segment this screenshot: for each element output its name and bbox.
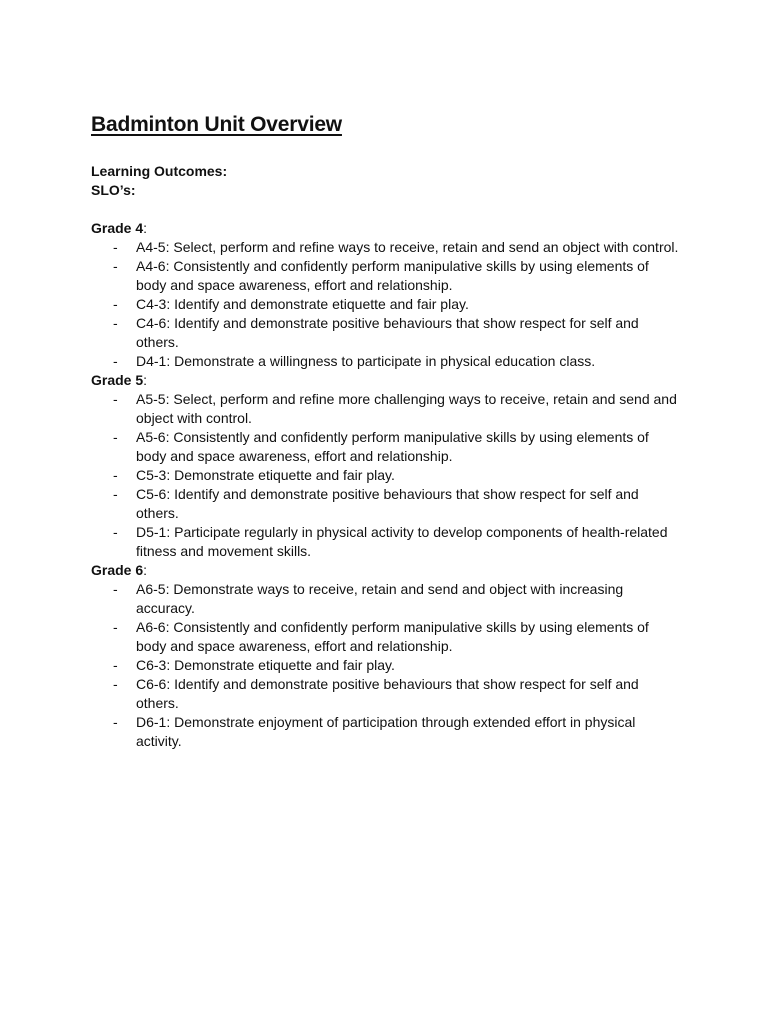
outcome-text: C6-3: Demonstrate etiquette and fair play. (136, 657, 395, 673)
list-item (91, 295, 681, 314)
bullet-dash: - (113, 619, 118, 635)
grade-label: Grade 6 (91, 562, 144, 578)
page-title: Badminton Unit Overview (91, 113, 342, 136)
bullet-dash: - (113, 676, 118, 692)
bullet-dash: - (113, 467, 118, 483)
bullet-dash: - (113, 315, 118, 331)
grade-6-heading (91, 561, 691, 580)
bullet-dash: - (113, 581, 118, 597)
bullet-dash: - (113, 714, 118, 730)
outcome-text: C5-6: Identify and demonstrate positive behaviours that show respect for self and others. (136, 486, 639, 521)
grade-label: Grade 5 (91, 372, 144, 388)
grade-6-outcomes-list (91, 580, 691, 751)
grade-5-heading (91, 371, 691, 390)
bullet-dash: - (113, 524, 118, 540)
list-item (91, 713, 681, 751)
grade-colon: : (143, 562, 148, 578)
bullet-dash: - (113, 391, 118, 407)
outcome-text: D4-1: Demonstrate a willingness to participate in physical education class. (136, 353, 596, 369)
outcome-text: A5-5: Select, perform and refine more challenging ways to receive, retain and send and object with control. (136, 391, 677, 426)
list-item (91, 523, 681, 561)
list-item (91, 580, 681, 618)
bullet-dash: - (113, 353, 118, 369)
grade-colon: : (143, 372, 148, 388)
outcome-text: A4-6: Consistently and confidently perform manipulative skills by using elements of body and space awareness, effort and relationship. (136, 258, 649, 293)
outcome-text: D5-1: Participate regularly in physical activity to develop components of health-related fitness and movement skills. (136, 524, 668, 559)
list-item (91, 314, 681, 352)
list-item (91, 485, 681, 523)
list-item (91, 466, 681, 485)
bullet-dash: - (113, 296, 118, 312)
list-item (91, 390, 681, 428)
outcome-text: A5-6: Consistently and confidently perform manipulative skills by using elements of body and space awareness, effort and relationship. (136, 429, 649, 464)
list-item (91, 238, 681, 257)
outcome-text: C5-3: Demonstrate etiquette and fair play. (136, 467, 395, 483)
outcome-text: A4-5: Select, perform and refine ways to receive, retain and send an object with control. (136, 239, 679, 255)
bullet-dash: - (113, 429, 118, 445)
bullet-dash: - (113, 657, 118, 673)
list-item (91, 428, 681, 466)
list-item (91, 352, 681, 371)
bullet-dash: - (113, 486, 118, 502)
outcome-text: C6-6: Identify and demonstrate positive behaviours that show respect for self and others. (136, 676, 639, 711)
grade-5-outcomes-list (91, 390, 691, 561)
grade-colon: : (143, 220, 148, 236)
outcome-text: C4-3: Identify and demonstrate etiquette and fair play. (136, 296, 469, 312)
outcome-text: A6-5: Demonstrate ways to receive, retain and send and object with increasing accuracy. (136, 581, 624, 616)
grade-label: Grade 4 (91, 220, 144, 236)
document-page (91, 113, 691, 751)
outcome-text: D6-1: Demonstrate enjoyment of participation through extended effort in physical activity. (136, 714, 636, 749)
bullet-dash: - (113, 258, 118, 274)
grade-4-outcomes-list (91, 238, 691, 371)
learning-outcomes-label: Learning Outcomes: (91, 163, 228, 179)
section-spacer (91, 200, 691, 219)
outcome-text: A6-6: Consistently and confidently perform manipulative skills by using elements of body and space awareness, effort and relationship. (136, 619, 649, 654)
grade-4-heading (91, 219, 691, 238)
list-item (91, 675, 681, 713)
outcome-text: C4-6: Identify and demonstrate positive behaviours that show respect for self and others. (136, 315, 639, 350)
slos-label: SLO’s: (91, 182, 136, 198)
list-item (91, 257, 681, 295)
list-item (91, 618, 681, 656)
list-item (91, 656, 681, 675)
bullet-dash: - (113, 239, 118, 255)
